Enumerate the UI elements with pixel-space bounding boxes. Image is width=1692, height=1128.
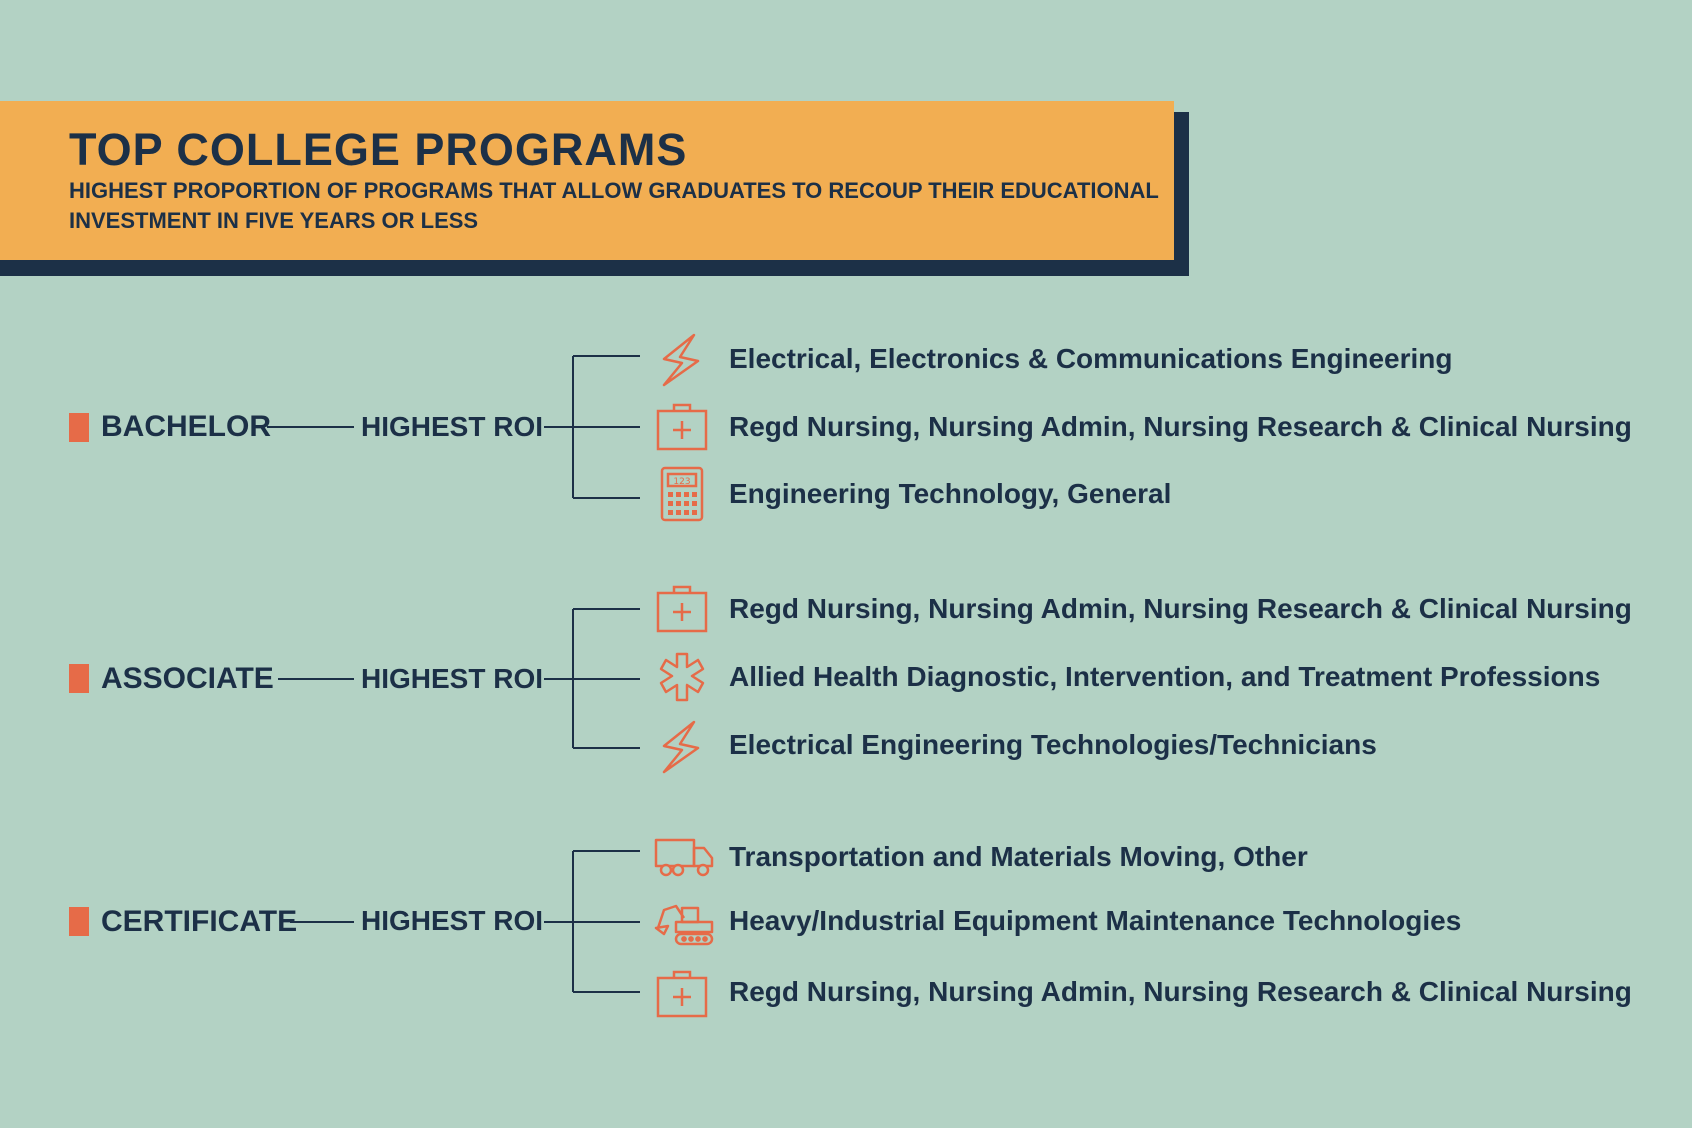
medical-star-icon [654,650,710,706]
program-label: Heavy/Industrial Equipment Maintenance Technologies [729,905,1462,936]
program-label: Transportation and Materials Moving, Other [729,841,1308,872]
program-label: Regd Nursing, Nursing Admin, Nursing Research & Clinical Nursing [729,976,1632,1007]
program-label: Electrical Engineering Technologies/Technicians [729,729,1377,760]
page-title: TOP COLLEGE PROGRAMS [69,124,688,175]
level-marker [69,413,89,442]
level-marker [69,664,89,693]
level-label-certificate: CERTIFICATE [101,905,298,938]
calculator-icon [654,466,710,522]
lightning-icon [654,720,710,776]
roi-label: HIGHEST ROI [361,663,544,694]
program-label: Engineering Technology, General [729,478,1172,509]
lightning-icon [654,333,710,389]
truck-icon [654,834,710,890]
program-label: Regd Nursing, Nursing Admin, Nursing Research & Clinical Nursing [729,411,1632,442]
program-label: Allied Health Diagnostic, Intervention, and Treatment Professions [729,661,1601,692]
svg-text:123: 123 [673,477,691,487]
medical-kit-icon [654,966,710,1022]
program-label: Regd Nursing, Nursing Admin, Nursing Research & Clinical Nursing [729,593,1632,624]
level-label-associate: ASSOCIATE [101,662,274,695]
roi-label: HIGHEST ROI [361,411,544,442]
excavator-icon [654,898,710,954]
program-label: Electrical, Electronics & Communications Engineering [729,343,1453,374]
medical-kit-icon [654,581,710,637]
level-marker [69,907,89,936]
roi-label: HIGHEST ROI [361,905,544,936]
medical-kit-icon [654,399,710,455]
page-subtitle: HIGHEST PROPORTION OF PROGRAMS THAT ALLOW GRADUATES TO RECOUP THEIR EDUCATIONAL INVESTMENT IN FIVE YEARS OR LESS [69,178,1159,233]
level-label-bachelor: BACHELOR [101,410,271,443]
